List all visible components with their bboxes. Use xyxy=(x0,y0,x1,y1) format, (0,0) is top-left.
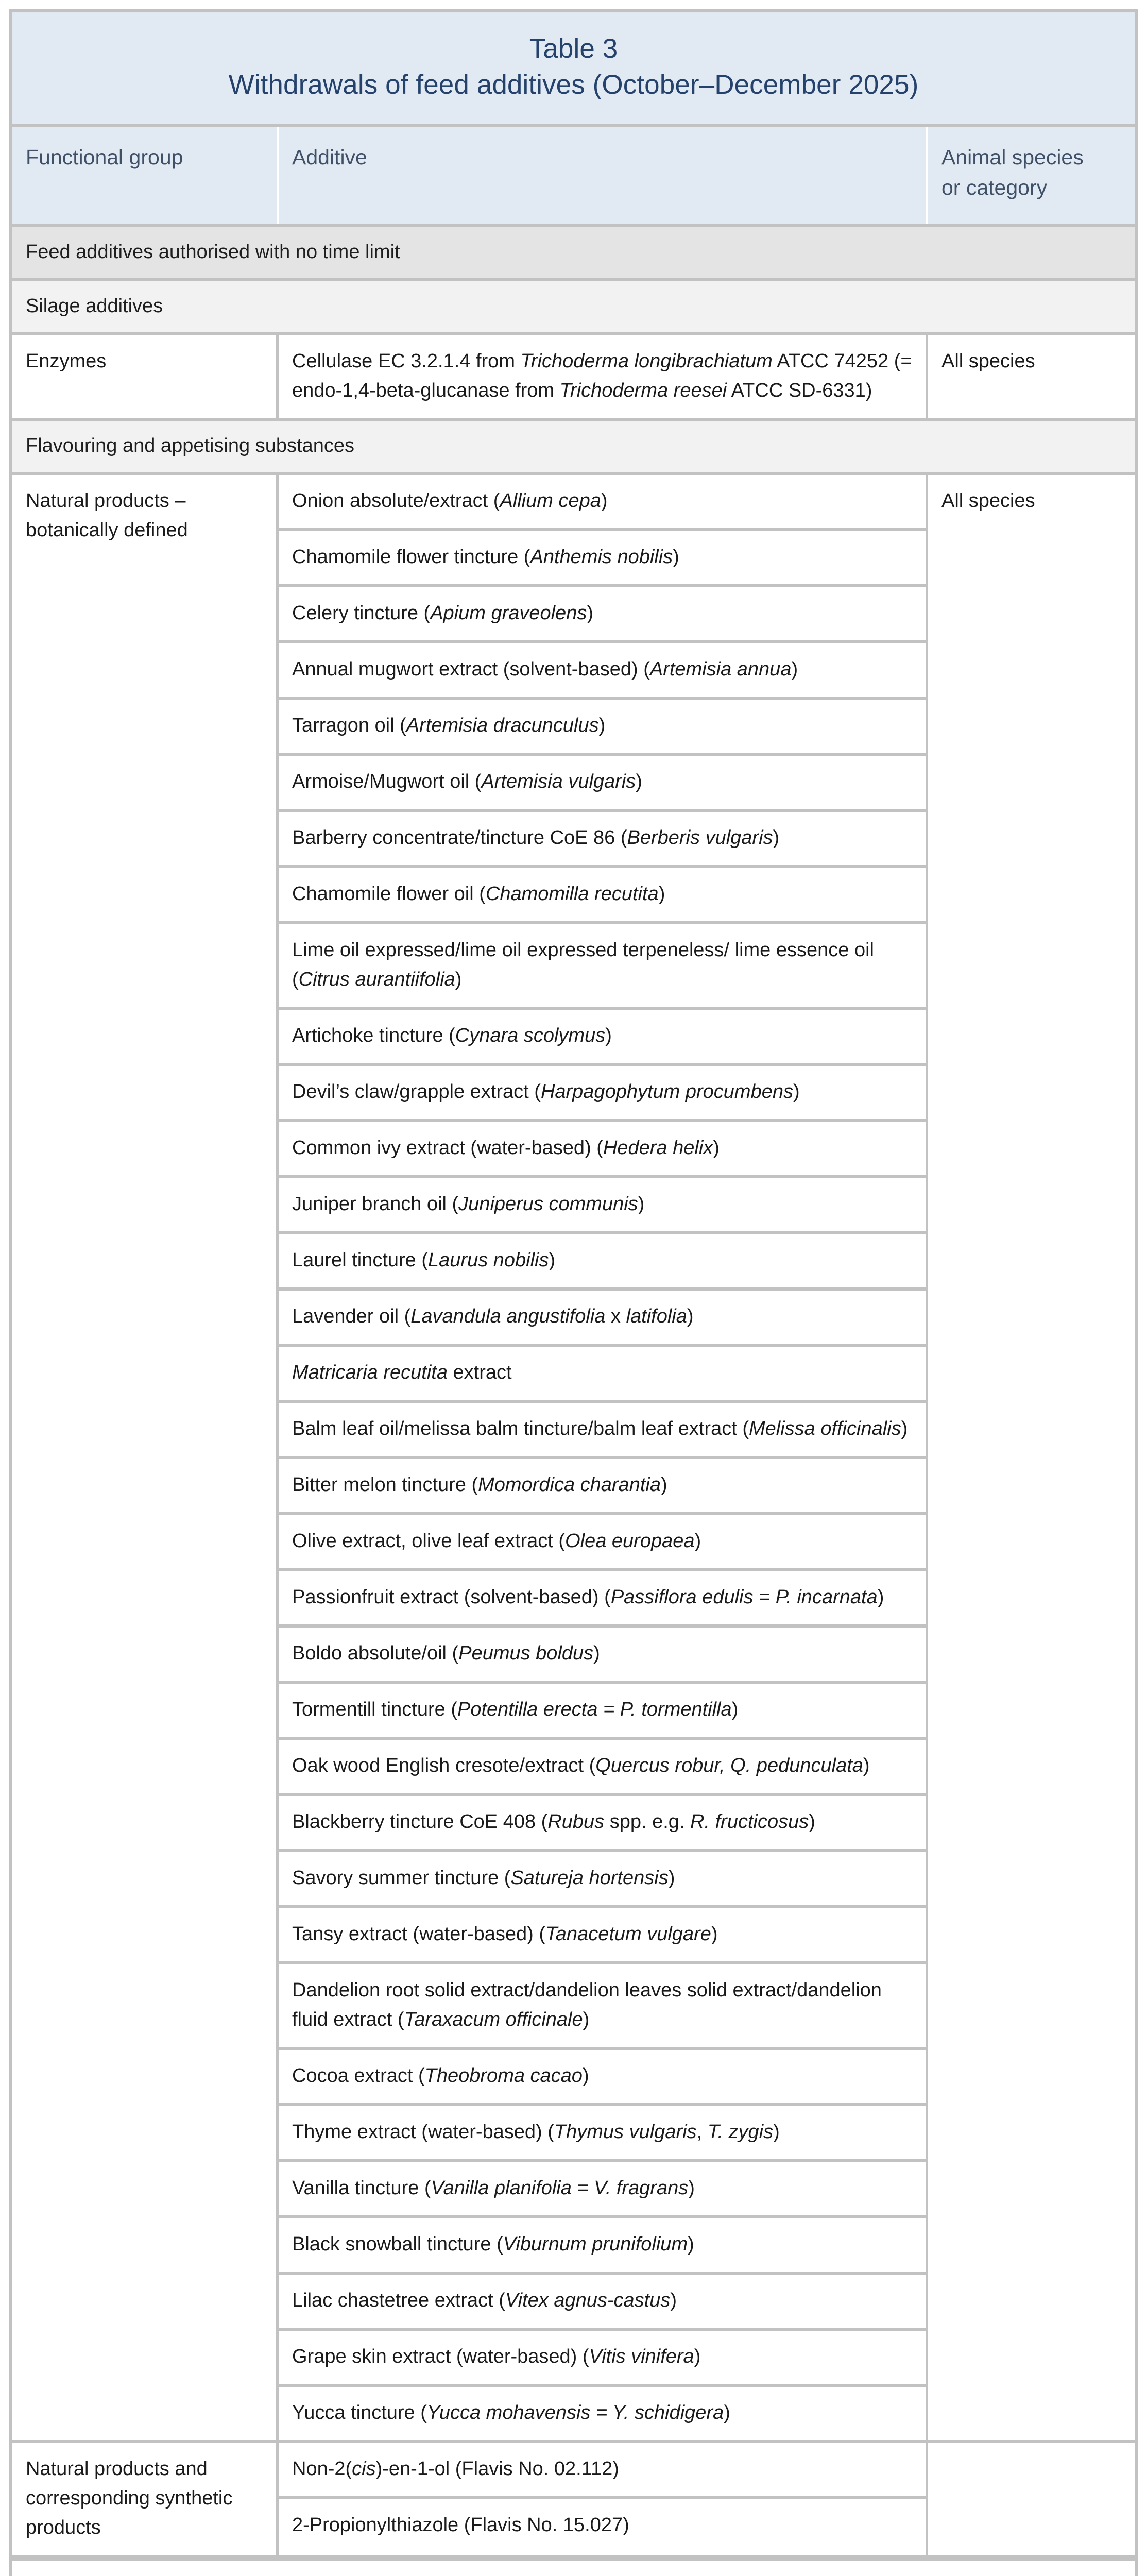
additive-cell xyxy=(279,2275,926,2331)
additive-text: ) xyxy=(636,771,642,793)
additive-text: ) xyxy=(731,1699,739,1721)
additive-text: ) xyxy=(687,1306,694,1328)
additive-cell xyxy=(279,2499,926,2552)
scientific-name: Theobroma cacao xyxy=(424,2065,583,2087)
scientific-name: Peumus boldus xyxy=(458,1642,594,1665)
scientific-name: Trichoderma reesei xyxy=(559,380,727,402)
additive-text: Grape skin extract (water-based) ( xyxy=(292,2346,589,2368)
additive-cell xyxy=(279,2443,926,2499)
additive-cell xyxy=(279,531,926,587)
scientific-name: Chamomilla recutita xyxy=(485,883,659,905)
scientific-name: Potentilla erecta = P. tormentilla xyxy=(457,1699,732,1721)
additive-text: Lime oil expressed/lime oil expressed terpeneless/ lime essence oil ( xyxy=(292,939,874,991)
additive-text: Onion absolute/extract ( xyxy=(292,490,500,512)
additive-text: )-en-1-ol (Flavis No. 02.112) xyxy=(375,2458,619,2480)
additive-text: ) xyxy=(593,1642,600,1665)
additive-cell xyxy=(279,1628,926,1684)
additive-cell xyxy=(279,868,926,924)
additive-cell xyxy=(279,1852,926,1908)
additive-cell xyxy=(279,700,926,756)
column-header-animal-species-line-2: or category xyxy=(941,176,1048,200)
scientific-name: Artemisia dracunculus xyxy=(406,715,599,737)
additive-text: ) xyxy=(901,1418,908,1440)
additive-text: ) xyxy=(582,2065,589,2087)
additive-text: Armoise/Mugwort oil ( xyxy=(292,771,482,793)
additive-cell xyxy=(279,1796,926,1852)
additive-text: Thyme extract (water-based) ( xyxy=(292,2121,554,2143)
additive-text: ) xyxy=(713,1137,720,1159)
additive-text: Cocoa extract ( xyxy=(292,2065,425,2087)
additive-text: ) xyxy=(673,546,679,568)
scientific-name: Apium graveolens xyxy=(430,602,587,624)
additive-text: ) xyxy=(688,2233,694,2256)
scientific-name: Quercus robur, Q. pedunculata xyxy=(595,1755,863,1777)
scientific-name: Artemisia annua xyxy=(649,658,792,681)
additive-text: Passionfruit extract (solvent-based) ( xyxy=(292,1586,611,1608)
scientific-name: latifolia xyxy=(626,1306,687,1328)
scientific-name: Momordica charantia xyxy=(478,1474,661,1496)
scientific-name: Lavandula angustifolia xyxy=(410,1306,606,1328)
animal-species-cell: All species xyxy=(928,475,1135,2440)
additive-text: Annual mugwort extract (solvent-based) ( xyxy=(292,658,650,681)
scientific-name: Vitis vinifera xyxy=(589,2346,694,2368)
additive-text: ) xyxy=(694,2346,701,2368)
additive-text: ) xyxy=(877,1586,884,1608)
scientific-name: Melissa officinalis xyxy=(749,1418,901,1440)
additive-text: Lavender oil ( xyxy=(292,1306,411,1328)
additive-text: ATCC 74252 (= endo-1,4-beta-glucanase from xyxy=(292,350,912,402)
additive-cell xyxy=(279,1178,926,1234)
additive-text: Savory summer tincture ( xyxy=(292,1867,511,1889)
additive-text: ) xyxy=(791,658,798,681)
additive-text: Olive extract, olive leaf extract ( xyxy=(292,1530,566,1552)
scientific-name: Thymus vulgaris xyxy=(554,2121,697,2143)
section-band-silage-additives: Silage additives xyxy=(12,281,1135,335)
additive-text: Tarragon oil ( xyxy=(292,715,406,737)
additive-cell xyxy=(279,812,926,868)
additive-text: Boldo absolute/oil ( xyxy=(292,1642,459,1665)
column-header-functional-group: Functional group xyxy=(12,127,279,224)
additive-text: Lilac chastetree extract ( xyxy=(292,2290,505,2312)
functional-group-label: Natural products – botanically defined xyxy=(12,475,279,2440)
table-title-line-1: Table 3 xyxy=(529,33,618,64)
additive-text: ) xyxy=(583,2009,590,2031)
additive-text: x xyxy=(605,1306,626,1328)
additive-text: ) xyxy=(658,883,665,905)
additive-text: ) xyxy=(668,1867,675,1889)
additive-text: 2-Propionylthiazole (Flavis No. 15.027) xyxy=(292,2514,629,2536)
additive-cell xyxy=(279,2387,926,2440)
table-continued-note xyxy=(12,2558,1135,2576)
additive-cell xyxy=(279,1403,926,1459)
additive-cell xyxy=(279,1234,926,1291)
additive-text: ) xyxy=(549,1249,556,1272)
additive-text: Chamomile flower tincture ( xyxy=(292,546,530,568)
additive-text: Non-2( xyxy=(292,2458,352,2480)
additive-cell xyxy=(279,587,926,643)
scientific-name: cis xyxy=(352,2458,376,2480)
additive-cell xyxy=(279,1010,926,1066)
additive-text: ) xyxy=(601,490,608,512)
additive-list xyxy=(279,2443,928,2555)
additive-text: Balm leaf oil/melissa balm tincture/balm leaf extract ( xyxy=(292,1418,749,1440)
additive-cell xyxy=(279,1684,926,1740)
additive-text: ) xyxy=(863,1755,870,1777)
additive-text: ) xyxy=(694,1530,701,1552)
animal-species-cell xyxy=(928,2443,1135,2555)
additive-cell xyxy=(279,2050,926,2106)
additive-text: Dandelion root solid extract/dandelion leaves solid extract/dandelion fluid extract ( xyxy=(292,1979,882,2031)
additive-text: ) xyxy=(455,969,462,991)
additive-text: Devil’s claw/grapple extract ( xyxy=(292,1081,541,1103)
additive-cell xyxy=(279,335,926,418)
scientific-name: Hedera helix xyxy=(603,1137,713,1159)
table-title xyxy=(12,12,1135,127)
additive-text: ) xyxy=(773,2121,780,2143)
additive-list xyxy=(279,335,928,418)
additive-text: ) xyxy=(587,602,594,624)
additive-cell xyxy=(279,2106,926,2162)
additive-text: , xyxy=(696,2121,708,2143)
table-group-enzymes xyxy=(12,335,1135,421)
scientific-name: R. fructicosus xyxy=(690,1811,809,1833)
additive-list xyxy=(279,475,928,2440)
additive-text: extract xyxy=(447,1362,512,1384)
additive-cell xyxy=(279,1740,926,1796)
scientific-name: Allium cepa xyxy=(500,490,601,512)
scientific-name: Cynara scolymus xyxy=(455,1025,606,1047)
functional-group-label: Enzymes xyxy=(12,335,279,418)
table-3 xyxy=(9,9,1138,2576)
additive-cell xyxy=(279,1291,926,1347)
scientific-name: Artemisia vulgaris xyxy=(481,771,636,793)
additive-text: Chamomile flower oil ( xyxy=(292,883,486,905)
scientific-name: Berberis vulgaris xyxy=(627,827,773,849)
additive-text: ) xyxy=(660,1474,667,1496)
additive-cell xyxy=(279,643,926,700)
additive-cell xyxy=(279,1066,926,1122)
scientific-name: Olea europaea xyxy=(565,1530,695,1552)
additive-text: ) xyxy=(670,2290,677,2312)
additive-cell xyxy=(279,2218,926,2275)
section-band-authorised-no-time-limit: Feed additives authorised with no time limit xyxy=(12,227,1135,281)
additive-text: Common ivy extract (water-based) ( xyxy=(292,1137,603,1159)
scientific-name: Citrus aurantiifolia xyxy=(298,969,455,991)
additive-cell xyxy=(279,1571,926,1628)
functional-group-label: Natural products and corresponding synthetic products xyxy=(12,2443,279,2555)
additive-text: Artichoke tincture ( xyxy=(292,1025,455,1047)
additive-text: ) xyxy=(724,2402,730,2424)
additive-cell xyxy=(279,2331,926,2387)
scientific-name: Taraxacum officinale xyxy=(404,2009,583,2031)
scientific-name: Tanacetum vulgare xyxy=(545,1923,711,1945)
additive-text: Barberry concentrate/tincture CoE 86 ( xyxy=(292,827,627,849)
additive-cell xyxy=(279,1908,926,1964)
scientific-name: T. zygis xyxy=(707,2121,774,2143)
additive-text: ) xyxy=(688,2177,695,2199)
additive-text: Juniper branch oil ( xyxy=(292,1193,459,1215)
scientific-name: Yucca mohavensis = Y. schidigera xyxy=(426,2402,724,2424)
additive-text: ATCC SD-6331) xyxy=(727,380,872,402)
additive-text: ) xyxy=(809,1811,815,1833)
scientific-name: Matricaria recutita xyxy=(292,1362,448,1384)
column-header-additive: Additive xyxy=(279,127,928,224)
additive-cell xyxy=(279,2162,926,2218)
scientific-name: Viburnum prunifolium xyxy=(503,2233,688,2256)
scientific-name: Passiflora edulis = P. incarnata xyxy=(610,1586,878,1608)
additive-text: Tormentill tincture ( xyxy=(292,1699,457,1721)
scientific-name: Laurus nobilis xyxy=(428,1249,549,1272)
additive-text: spp. e.g. xyxy=(604,1811,691,1833)
scientific-name: Juniperus communis xyxy=(458,1193,638,1215)
additive-text: ) xyxy=(638,1193,645,1215)
additive-text: ) xyxy=(773,827,780,849)
additive-text: ) xyxy=(711,1923,718,1945)
scientific-name: Trichoderma longibrachiatum xyxy=(520,350,773,372)
scientific-name: Harpagophytum procumbens xyxy=(540,1081,793,1103)
additive-cell xyxy=(279,1347,926,1403)
column-header-animal-species xyxy=(928,127,1135,224)
additive-cell xyxy=(279,1964,926,2050)
additive-text: Blackberry tincture CoE 408 ( xyxy=(292,1811,548,1833)
table-group-natural-products-botanically-defined xyxy=(12,475,1135,2443)
table-group-natural-and-synthetic-products xyxy=(12,2443,1135,2558)
additive-text: ) xyxy=(598,715,606,737)
scientific-name: Anthemis nobilis xyxy=(530,546,673,568)
scientific-name: Vanilla planifolia = V. fragrans xyxy=(431,2177,689,2199)
scientific-name: Rubus xyxy=(547,1811,605,1833)
additive-text: Laurel tincture ( xyxy=(292,1249,429,1272)
additive-text: Celery tincture ( xyxy=(292,602,431,624)
column-header-animal-species-line-1: Animal species xyxy=(941,145,1084,169)
additive-text: Black snowball tincture ( xyxy=(292,2233,503,2256)
additive-cell xyxy=(279,756,926,812)
scientific-name: Satureja hortensis xyxy=(510,1867,669,1889)
table-header-row xyxy=(12,127,1135,227)
scientific-name: Vitex agnus-castus xyxy=(505,2290,671,2312)
table-title-line-2: Withdrawals of feed additives (October–December 2025) xyxy=(228,69,919,100)
additive-text: Oak wood English cresote/extract ( xyxy=(292,1755,596,1777)
additive-cell xyxy=(279,475,926,531)
additive-text: Bitter melon tincture ( xyxy=(292,1474,478,1496)
additive-cell xyxy=(279,1515,926,1571)
additive-cell xyxy=(279,924,926,1010)
additive-text: Tansy extract (water-based) ( xyxy=(292,1923,546,1945)
additive-text: ) xyxy=(793,1081,800,1103)
animal-species-cell: All species xyxy=(928,335,1135,418)
additive-cell xyxy=(279,1122,926,1178)
additive-text: ) xyxy=(605,1025,612,1047)
additive-text: Vanilla tincture ( xyxy=(292,2177,431,2199)
additive-text: Yucca tincture ( xyxy=(292,2402,427,2424)
additive-text: Cellulase EC 3.2.1.4 from xyxy=(292,350,521,372)
additive-cell xyxy=(279,1459,926,1515)
section-band-flavouring-appetising: Flavouring and appetising substances xyxy=(12,421,1135,475)
